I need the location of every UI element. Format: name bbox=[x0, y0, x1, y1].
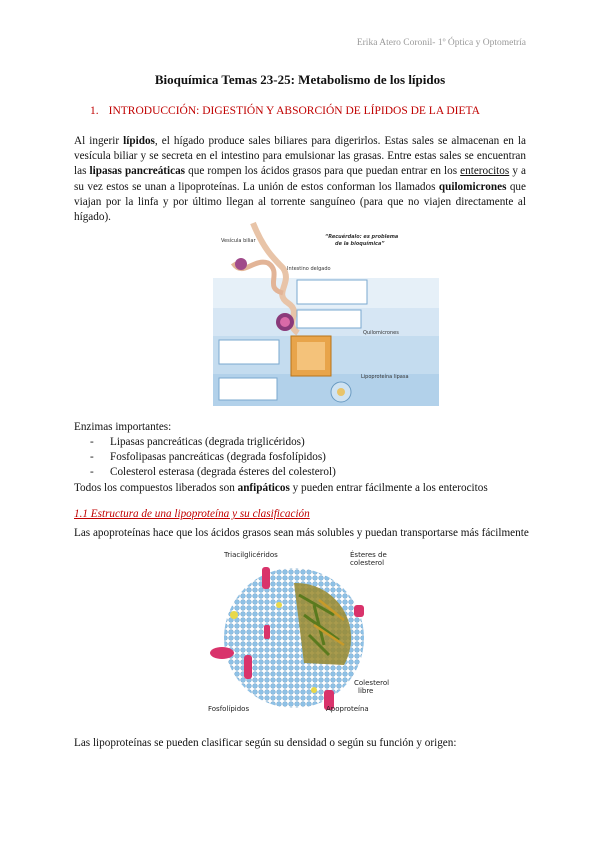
list-item bbox=[90, 436, 305, 448]
text-run: y pueden entrar fácilmente a los enterocitos bbox=[289, 482, 488, 494]
figure-label: Fosfolípidos bbox=[208, 705, 250, 713]
figure-label: libre bbox=[358, 687, 374, 695]
list-item bbox=[90, 466, 336, 478]
figure-label: Vesícula biliar bbox=[221, 238, 256, 244]
list-item-text: Fosfolipasas pancreáticas (degrada fosfolípidos) bbox=[110, 451, 326, 463]
section-heading-1 bbox=[90, 105, 480, 117]
figure-quote: de la bioquímica” bbox=[335, 241, 385, 247]
text-run: , el hígado produce sales biliares para digerirlos. Estas sales se almacenan en la vesícula biliar y se secreta en el intestino para emulsionar las grasas. Entre estas sales se encuentran las bbox=[74, 135, 526, 178]
page-header: Erika Atero Coronil- 1º Óptica y Optometría bbox=[356, 38, 526, 48]
bold-term: anfipáticos bbox=[237, 482, 290, 494]
classification-paragraph: Las lipoproteínas se pueden clasificar según su densidad o según su función y origen: bbox=[74, 737, 457, 749]
apoprotein-paragraph: Las apoproteínas hace que los ácidos grasos sean más solubles y puedan transportarse más fácilmente bbox=[74, 527, 529, 539]
figure-label: colesterol bbox=[350, 559, 385, 567]
list-item-text: Lipasas pancreáticas (degrada triglicéridos) bbox=[110, 436, 305, 448]
text-run: y a su vez estos se unan a lipoproteínas. La unión de estos conforman los llamados bbox=[74, 165, 527, 193]
page-title: Bioquímica Temas 23-25: Metabolismo de los lípidos bbox=[154, 72, 446, 87]
text-run: que rompen los ácidos grasos para que puedan entrar en los bbox=[185, 165, 461, 178]
list-dash: - bbox=[90, 466, 94, 478]
list-dash: - bbox=[90, 451, 94, 463]
compounds-paragraph bbox=[74, 481, 488, 495]
figure-label: Lipoproteína lipasa bbox=[361, 374, 409, 380]
figure-label: Ésteres de bbox=[350, 551, 387, 559]
enzymes-intro: Enzimas importantes: bbox=[74, 421, 172, 433]
figure-label: Apoproteína bbox=[326, 705, 369, 713]
bold-term: lípidos bbox=[123, 135, 155, 147]
subsection-heading: 1.1 Estructura de una lipoproteína y su clasificación bbox=[74, 508, 310, 520]
list-item-text: Colesterol esterasa (degrada ésteres del colesterol) bbox=[110, 466, 336, 478]
list-item bbox=[90, 451, 326, 463]
figure-label: Quilomicrones bbox=[363, 330, 399, 336]
figure-label: Colesterol bbox=[354, 679, 390, 687]
figure-quote: “Recuérdalo: es problema bbox=[325, 234, 399, 240]
underlined-term: enterocitos bbox=[460, 165, 510, 178]
text-run: Todos los compuestos liberados son bbox=[74, 482, 238, 494]
digestion-diagram bbox=[213, 218, 439, 406]
lipoprotein-diagram bbox=[204, 545, 394, 715]
figure-label: Triacilglicéridos bbox=[224, 551, 278, 559]
text-run: Al ingerir bbox=[74, 135, 124, 147]
bold-term: lipasas pancreáticas bbox=[89, 165, 186, 178]
list-dash: - bbox=[90, 436, 94, 448]
bold-term: quilomicrones bbox=[438, 180, 507, 193]
text-run: que viajan por la linfa y por último llegan al torrente sanguíneo (para que no viajen directamente al hígado). bbox=[74, 180, 526, 224]
section-label: INTRODUCCIÓN: DIGESTIÓN Y ABSORCIÓN DE LÍPIDOS DE LA DIETA bbox=[108, 105, 480, 117]
intro-paragraph bbox=[74, 134, 526, 225]
section-number: 1. bbox=[90, 105, 99, 117]
figure-label: Intestino delgado bbox=[287, 266, 331, 272]
